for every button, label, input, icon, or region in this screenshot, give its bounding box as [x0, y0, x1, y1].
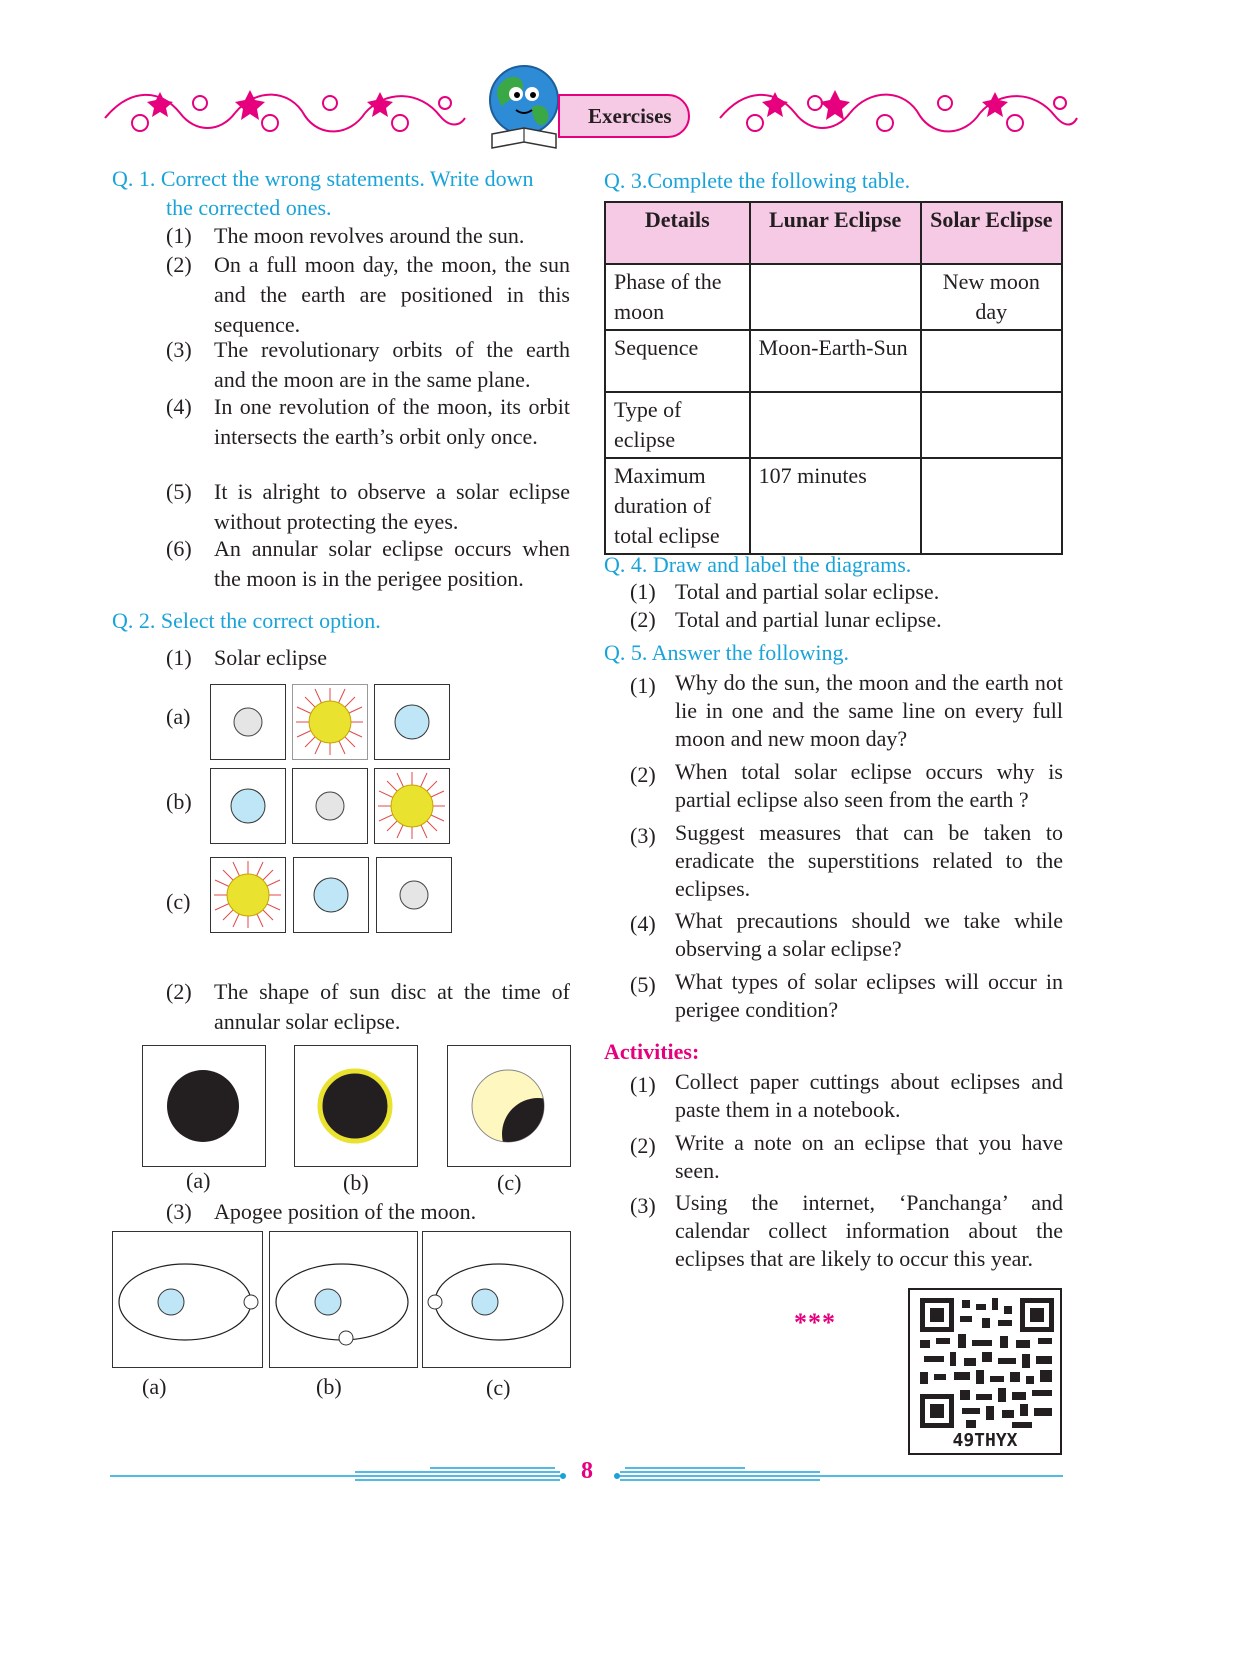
table-cell: Type of eclipse: [605, 392, 750, 458]
q1-item-number: (1): [166, 223, 192, 248]
q4-title: Q. 4. Draw and label the diagrams.: [604, 552, 912, 577]
q1-item-text: On a full moon day, the moon, the sun and the earth are positioned in this sequence.: [214, 252, 570, 337]
q2-sub1-b-box-1: [210, 768, 286, 844]
q4-item-text: Total and partial lunar eclipse.: [675, 607, 942, 632]
orbit-diagram-b: [270, 1232, 416, 1366]
q1-item-2: [166, 250, 572, 340]
q5-item-number: (5): [630, 972, 656, 997]
q2-sub3-option-c[interactable]: (c): [486, 1375, 511, 1400]
grey-moon-icon: [377, 858, 450, 931]
table-row: [605, 458, 1062, 554]
activities-title: Activities:: [604, 1039, 700, 1064]
table-header-lunar: Lunar Eclipse: [750, 202, 921, 264]
q2-sub2-box-a: [142, 1045, 266, 1167]
blue-earth-icon: [211, 769, 284, 842]
q2-sub1-number: (1): [166, 645, 192, 670]
q2-sub3-box-b: [269, 1231, 418, 1368]
qr-code[interactable]: [908, 1288, 1062, 1455]
q3-table: [604, 201, 1063, 555]
q4-item-number: (1): [630, 579, 656, 604]
q2-title: Q. 2. Select the correct option.: [112, 608, 381, 633]
q5-item-number: (3): [630, 823, 656, 848]
q2-sub1-c-box-2: [293, 857, 369, 933]
q2-sub1-b-box-2: [292, 768, 368, 844]
q1-item-number: (2): [166, 252, 192, 277]
q2-sub2-option-b[interactable]: (b): [343, 1170, 369, 1195]
q1-item-text: It is alright to observe a solar eclipse without protecting the eyes.: [214, 479, 570, 534]
q1-item-text: An annular solar eclipse occurs when the moon is in the perigee position.: [214, 536, 570, 591]
q4-item-text: Total and partial solar eclipse.: [675, 579, 940, 604]
table-cell: Maximum duration of total eclipse: [605, 458, 750, 554]
dark-disc-icon: [143, 1046, 264, 1165]
q3-title: Q. 3.Complete the following table.: [604, 168, 911, 193]
sun-icon: [375, 769, 448, 842]
q1-item-number: (6): [166, 536, 192, 561]
q1-item-number: (5): [166, 479, 192, 504]
exercises-badge: [558, 94, 690, 138]
orbit-diagram-a: [113, 1232, 261, 1366]
table-cell-input[interactable]: [921, 330, 1062, 392]
grey-moon-icon: [293, 769, 366, 842]
q5-item-text: What types of solar eclipses will occur in perigee condition?: [675, 969, 1063, 1022]
sun-icon: [211, 858, 284, 931]
activity-item-text: Using the internet, ‘Panchanga’ and calendar collect information about the eclipses that are likely to occur this year.: [675, 1190, 1063, 1271]
end-stars: ***: [794, 1308, 836, 1337]
floral-ornament-left: [100, 78, 470, 148]
q1-title-line2: the corrected ones.: [166, 195, 332, 220]
activity-item-text: Write a note on an eclipse that you have seen.: [675, 1130, 1063, 1183]
orbit-diagram-c: [423, 1232, 569, 1366]
table-header-details: Details: [605, 202, 750, 264]
q5-item-number: (2): [630, 762, 656, 787]
qr-code-label: 49THYX: [952, 1430, 1018, 1451]
q2-sub3-box-c: [422, 1231, 571, 1368]
table-cell-input[interactable]: [750, 264, 921, 330]
q1-title-line1: Q. 1. Correct the wrong statements. Write down: [112, 166, 534, 191]
q5-item-text: Why do the sun, the moon and the earth not lie in one and the same line on every full moon and new moon day?: [675, 670, 1063, 751]
q2-sub2-option-c[interactable]: (c): [497, 1170, 522, 1195]
blue-earth-icon: [375, 685, 448, 758]
q2-sub1-a-box-2: [292, 684, 368, 760]
table-row: [605, 264, 1062, 330]
q5-title: Q. 5. Answer the following.: [604, 640, 850, 665]
exercises-badge-label: Exercises: [588, 104, 672, 128]
blue-earth-icon: [294, 858, 367, 931]
q2-sub2-box-c: [447, 1045, 571, 1167]
q2-sub1-option-c[interactable]: (c): [166, 889, 191, 914]
q2-sub1-b-box-3: [374, 768, 450, 844]
partial-eclipse-icon: [448, 1046, 569, 1165]
q2-sub1-option-a[interactable]: (a): [166, 704, 191, 729]
q2-sub3-option-b[interactable]: (b): [316, 1374, 342, 1399]
page-number: 8: [581, 1458, 593, 1484]
table-cell-input[interactable]: [921, 392, 1062, 458]
table-cell-input[interactable]: [921, 458, 1062, 554]
q2-sub3-box-a: [112, 1231, 263, 1368]
footer-rule-right: [610, 1466, 1065, 1486]
qr-code-icon: [916, 1294, 1066, 1432]
q2-sub2-number: (2): [166, 979, 192, 1004]
floral-ornament-right: [715, 78, 1080, 148]
q5-item-text: What precautions should we take while observing a solar eclipse?: [675, 908, 1063, 961]
q5-item-number: (1): [630, 673, 656, 698]
activity-item-number: (3): [630, 1193, 656, 1218]
table-row: [605, 330, 1062, 392]
grey-moon-icon: [211, 685, 284, 758]
q2-sub1-option-b[interactable]: (b): [166, 789, 192, 814]
q5-item-text: Suggest measures that can be taken to eradicate the superstitions related to the eclipses.: [675, 820, 1063, 901]
globe-mascot-icon: [482, 62, 567, 152]
table-cell: Moon-Earth-Sun: [750, 330, 921, 392]
q2-sub1-a-box-1: [210, 684, 286, 760]
q1-item-text: The moon revolves around the sun.: [214, 223, 525, 248]
table-cell: 107 minutes: [750, 458, 921, 554]
q2-sub3-option-a[interactable]: (a): [142, 1374, 167, 1399]
q1-item-text: The revolutionary orbits of the earth and the moon are in the same plane.: [214, 337, 570, 392]
table-cell: New moon day: [921, 264, 1062, 330]
q5-item-number: (4): [630, 911, 656, 936]
table-header-row: [605, 202, 1062, 264]
q1-item-number: (4): [166, 394, 192, 419]
q2-sub3-number: (3): [166, 1199, 192, 1224]
annular-ring-icon: [295, 1046, 416, 1165]
table-cell: Phase of the moon: [605, 264, 750, 330]
q2-sub1-c-box-1: [210, 857, 286, 933]
sun-icon: [293, 685, 366, 758]
q2-sub1-text: Solar eclipse: [214, 645, 328, 670]
activity-item-number: (2): [630, 1133, 656, 1158]
table-cell-input[interactable]: [750, 392, 921, 458]
activity-item-number: (1): [630, 1072, 656, 1097]
q2-sub2-box-b: [294, 1045, 418, 1167]
q1-item-text: In one revolution of the moon, its orbit intersects the earth’s orbit only once.: [214, 394, 570, 449]
q1-item-number: (3): [166, 337, 192, 362]
q5-item-text: When total solar eclipse occurs why is partial eclipse also seen from the earth ?: [675, 759, 1063, 812]
q2-sub3-text: Apogee position of the moon.: [214, 1199, 477, 1224]
table-header-solar: Solar Eclipse: [921, 202, 1062, 264]
q2-sub1-c-box-3: [376, 857, 452, 933]
q2-sub1-a-box-3: [374, 684, 450, 760]
q2-sub2-option-a[interactable]: (a): [186, 1168, 211, 1193]
activity-item-text: Collect paper cuttings about eclipses and paste them in a notebook.: [675, 1069, 1063, 1122]
q4-item-number: (2): [630, 607, 656, 632]
q2-sub2-text: The shape of sun disc at the time of annular solar eclipse.: [214, 979, 570, 1034]
table-cell: Sequence: [605, 330, 750, 392]
table-row: [605, 392, 1062, 458]
footer-rule-left: [110, 1466, 570, 1486]
